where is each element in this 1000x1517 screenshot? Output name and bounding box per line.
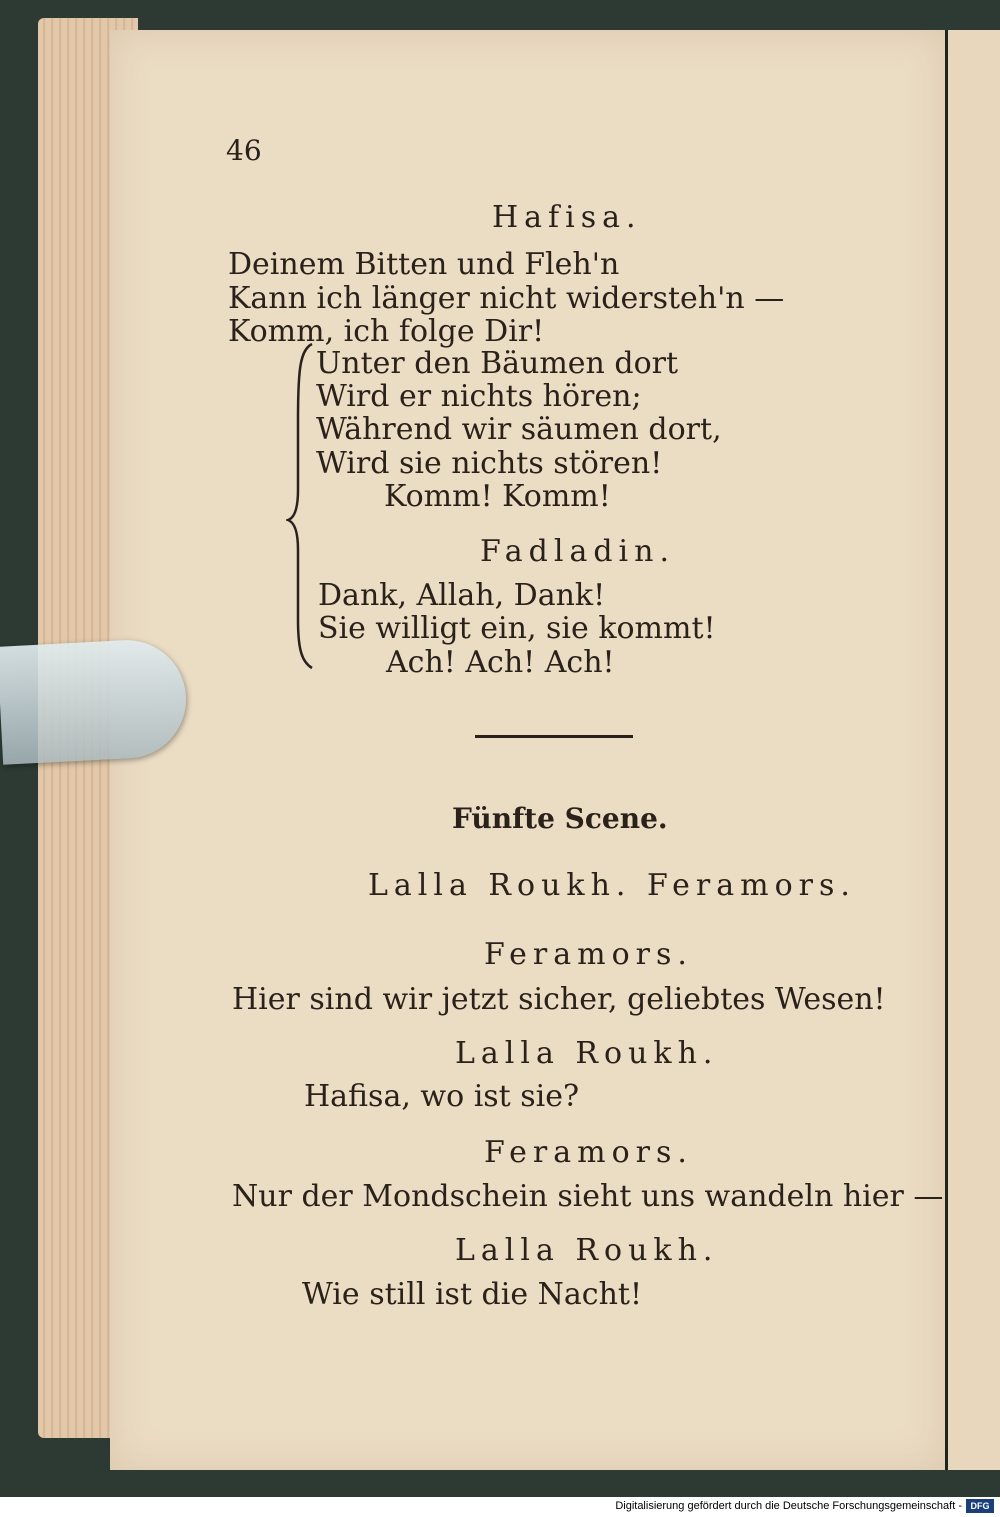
speaker-name: Feramors. xyxy=(484,937,693,972)
verse-line: Unter den Bäumen dort xyxy=(316,346,679,381)
page-number: 46 xyxy=(226,134,262,167)
scene-title: Fünfte Scene. xyxy=(452,802,668,835)
scene-characters: Lalla Roukh. Feramors. xyxy=(368,868,856,903)
speaker-fadladin: Fadladin. xyxy=(480,534,676,569)
verse-line: Sie willigt ein, sie kommt! xyxy=(318,611,716,646)
verse-line: Während wir säumen dort, xyxy=(316,412,722,447)
speaker-name: Lalla Roukh. xyxy=(455,1233,719,1268)
section-divider xyxy=(475,735,633,738)
digitization-footer xyxy=(0,1497,1000,1517)
glass-bookmark-clip xyxy=(0,637,189,765)
verse-line: Deinem Bitten und Fleh'n xyxy=(228,247,620,282)
verse-line: Wird er nichts hören; xyxy=(316,379,642,414)
dfg-logo: DFG xyxy=(966,1499,994,1513)
footer-credit: Digitalisierung gefördert durch die Deutsche Forschungsgemeinschaft - xyxy=(615,1500,962,1512)
facing-page-edge xyxy=(945,30,1000,1470)
speaker-name: Feramors. xyxy=(484,1135,693,1170)
verse-refrain: Komm! Komm! xyxy=(384,479,611,514)
dialogue-line: Wie still ist die Nacht! xyxy=(302,1277,643,1312)
dialogue-line: Hier sind wir jetzt sicher, geliebtes Wesen! xyxy=(232,982,886,1017)
verse-refrain: Ach! Ach! Ach! xyxy=(386,645,615,680)
verse-line: Wird sie nichts stören! xyxy=(316,446,663,481)
verse-line: Dank, Allah, Dank! xyxy=(318,578,606,613)
verse-line: Komm, ich folge Dir! xyxy=(228,314,545,349)
dialogue-line: Hafisa, wo ist sie? xyxy=(304,1079,580,1114)
verse-line: Kann ich länger nicht widersteh'n — xyxy=(228,281,785,316)
dialogue-line: Nur der Mondschein sieht uns wandeln hier — xyxy=(232,1179,944,1214)
brace-bracket xyxy=(286,340,316,670)
speaker-hafisa: Hafisa. xyxy=(492,200,642,235)
speaker-name: Lalla Roukh. xyxy=(455,1036,719,1071)
